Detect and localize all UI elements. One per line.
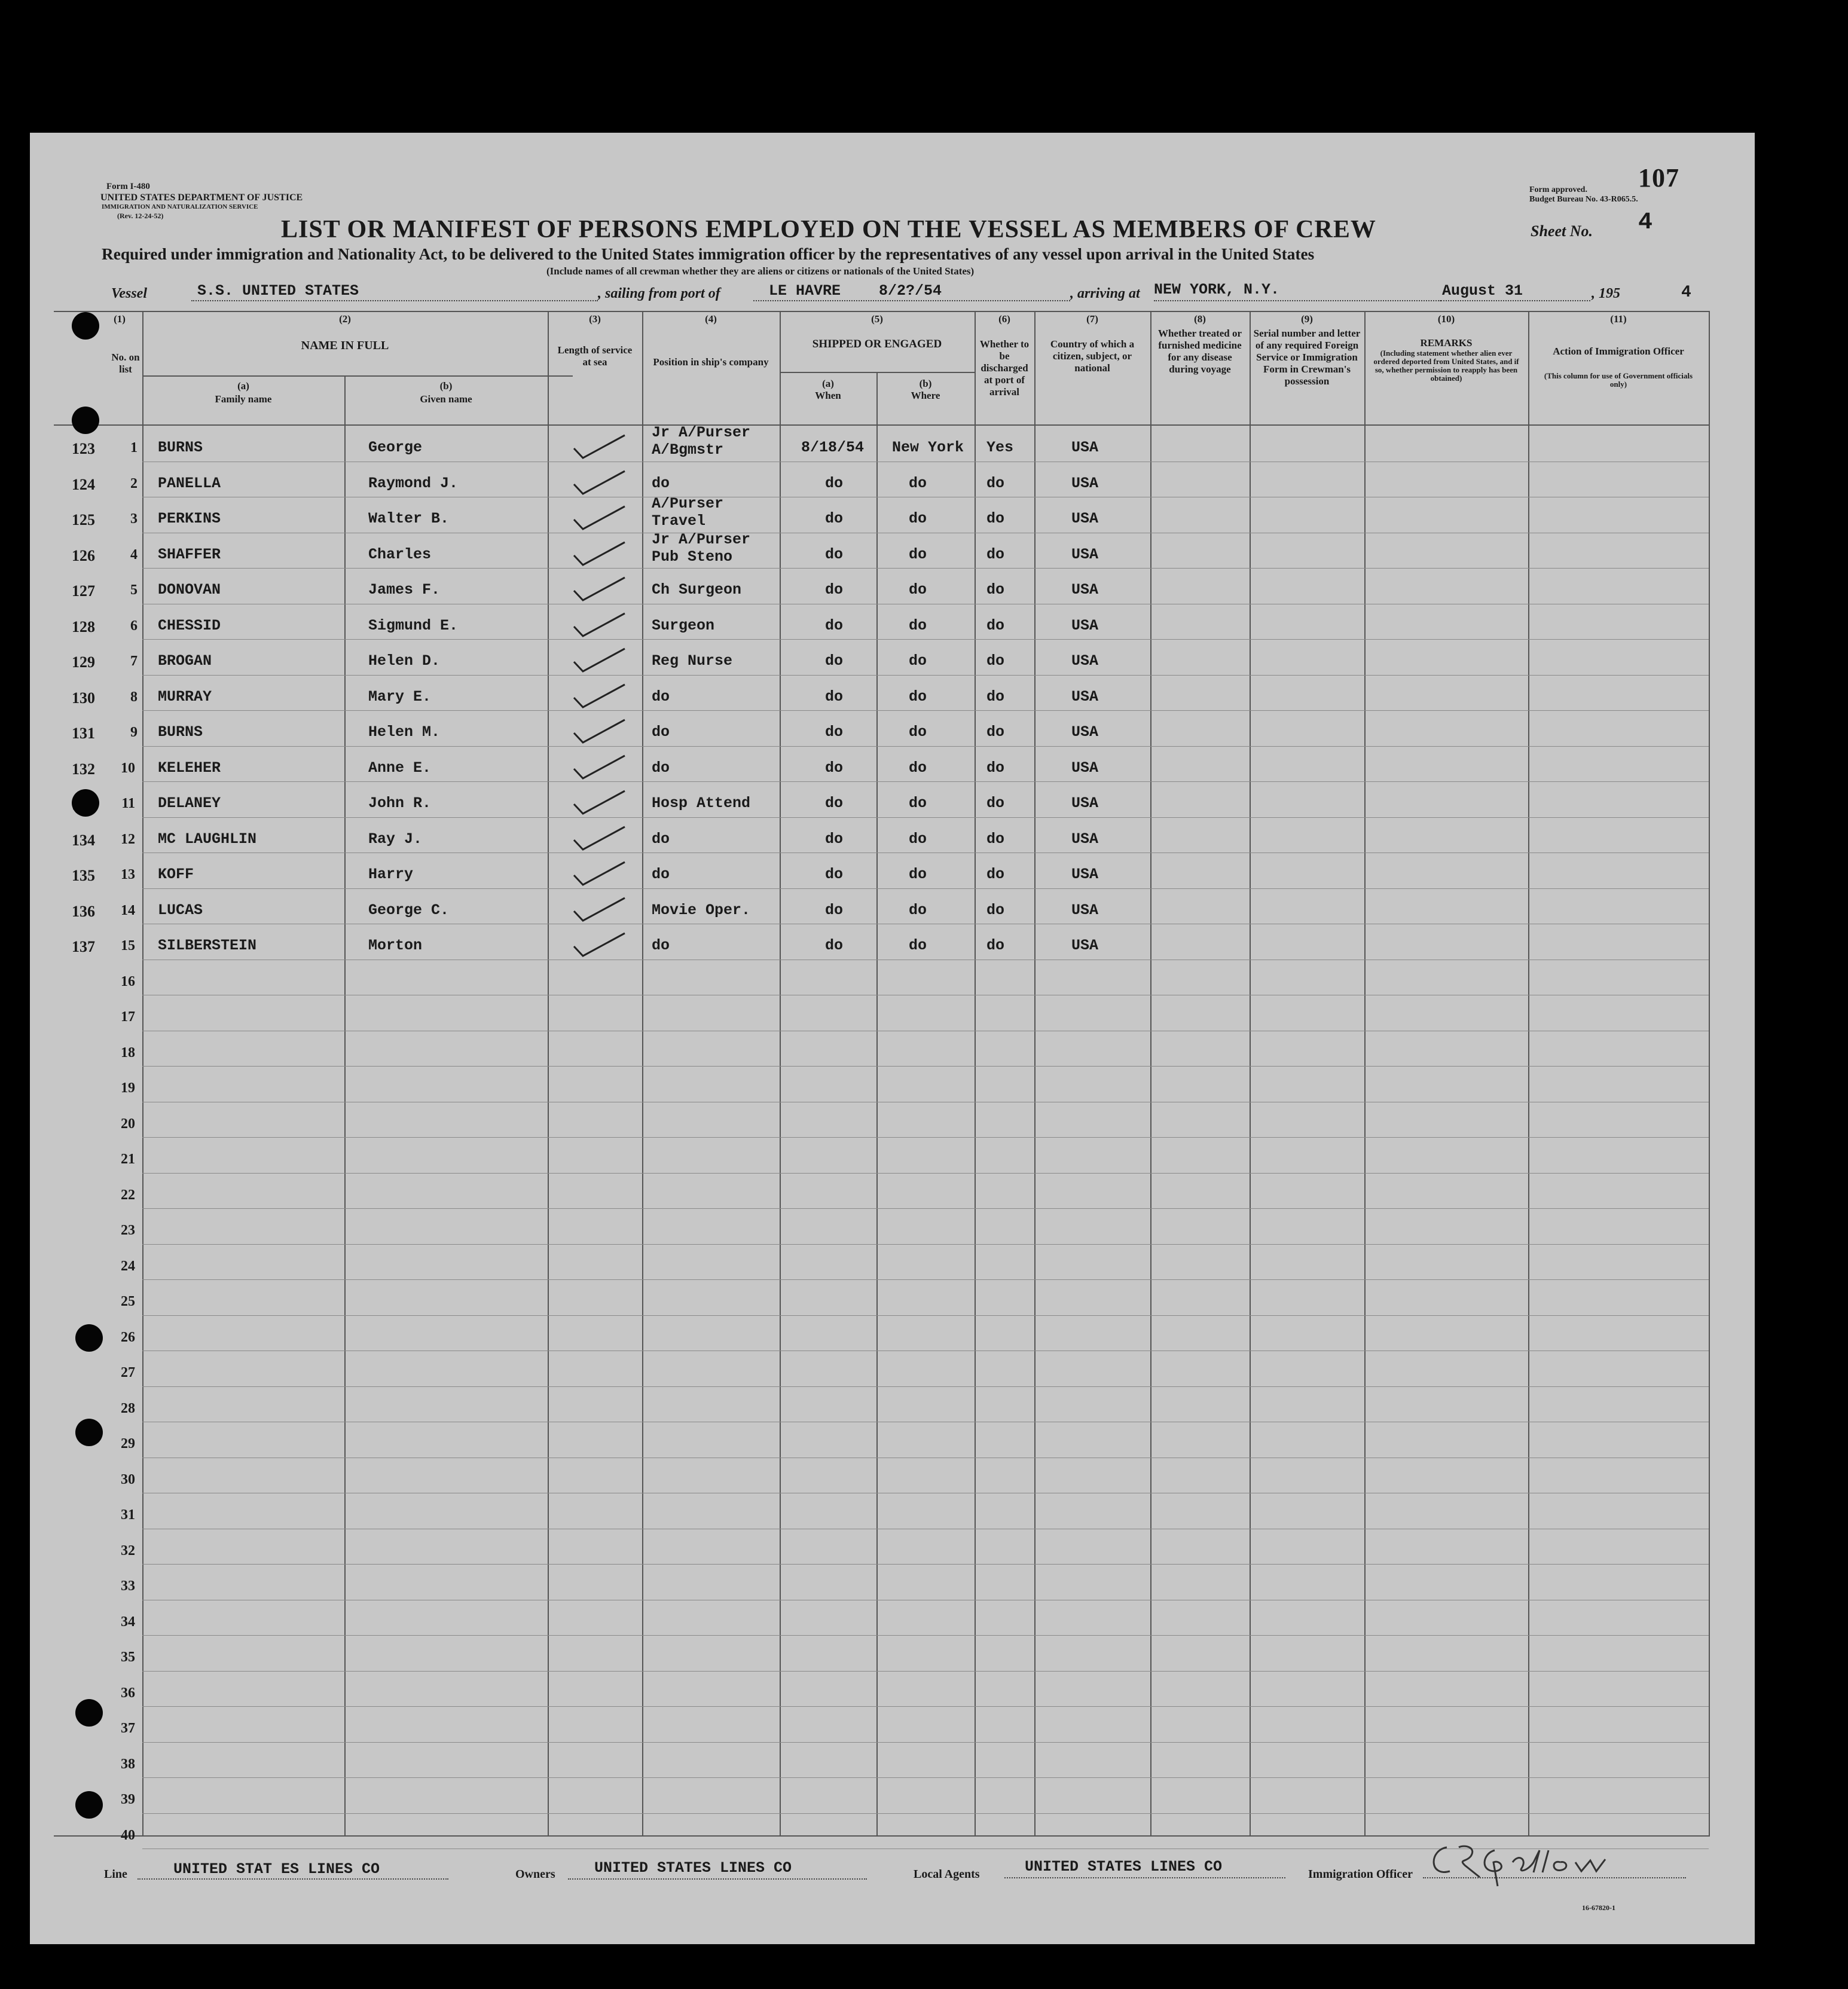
country: USA bbox=[1071, 652, 1099, 670]
row-number: 9 bbox=[130, 725, 138, 740]
col4-number: (4) bbox=[705, 313, 717, 325]
col8-number: (8) bbox=[1194, 313, 1206, 325]
row-divider bbox=[142, 1813, 1709, 1814]
position: Surgeon bbox=[652, 617, 715, 634]
header-bottom-border bbox=[54, 424, 1710, 426]
shipped-where: do bbox=[909, 937, 927, 954]
discharged: do bbox=[986, 581, 1005, 598]
row-divider bbox=[142, 1706, 1709, 1707]
row-divider bbox=[142, 817, 1709, 818]
country: USA bbox=[1071, 723, 1099, 741]
row-number: 28 bbox=[121, 1401, 135, 1416]
manifest-list-number: 125 bbox=[72, 511, 95, 528]
checkmark-icon bbox=[568, 857, 640, 890]
shipped-where: New York bbox=[892, 439, 964, 456]
discharged: do bbox=[986, 688, 1005, 705]
name-subheader-line bbox=[142, 375, 573, 377]
col10-label: REMARKS bbox=[1420, 337, 1473, 349]
country: USA bbox=[1071, 439, 1099, 456]
col2-number: (2) bbox=[339, 313, 351, 325]
row-number: 20 bbox=[121, 1116, 135, 1132]
checkmark-icon bbox=[568, 502, 640, 534]
discharged: do bbox=[986, 546, 1005, 563]
discharged: do bbox=[986, 510, 1005, 527]
position: Jr A/Purser A/Bgmstr bbox=[652, 424, 751, 459]
sailing-label: , sailing from port of bbox=[598, 286, 720, 301]
shipped-when: do bbox=[825, 937, 844, 954]
port-underline bbox=[753, 300, 1070, 301]
given-name: Raymond J. bbox=[368, 475, 459, 492]
agents-label: Local Agents bbox=[914, 1868, 980, 1881]
col4-label: Position in ship's company bbox=[653, 356, 769, 368]
given-name: George bbox=[368, 439, 423, 456]
row-number: 21 bbox=[121, 1151, 135, 1167]
shipped-where: do bbox=[909, 830, 927, 848]
row-divider bbox=[142, 1173, 1709, 1174]
position: do bbox=[652, 830, 670, 848]
service-name: IMMIGRATION AND NATURALIZATION SERVICE bbox=[102, 203, 258, 210]
row-number: 1 bbox=[130, 440, 138, 456]
col6-label: Whether to be discharged at port of arrival bbox=[979, 338, 1030, 398]
position: Movie Oper. bbox=[652, 902, 751, 919]
discharged: do bbox=[986, 830, 1005, 848]
shipped-where: do bbox=[909, 652, 927, 670]
shipped-where: do bbox=[909, 581, 927, 598]
row-divider bbox=[142, 710, 1709, 711]
row-number: 6 bbox=[130, 618, 138, 634]
row-divider bbox=[142, 639, 1709, 640]
checkmark-icon bbox=[568, 786, 640, 819]
row-divider bbox=[142, 1137, 1709, 1138]
country: USA bbox=[1071, 937, 1099, 954]
line-name: UNITED STAT ES LINES CO bbox=[173, 1860, 380, 1878]
position: A/Purser Travel bbox=[652, 495, 724, 530]
shipped-when: do bbox=[825, 866, 844, 883]
owners-name: UNITED STATES LINES CO bbox=[594, 1859, 792, 1877]
country: USA bbox=[1071, 617, 1099, 634]
arrival-port: NEW YORK, N.Y. bbox=[1154, 281, 1280, 298]
row-number: 31 bbox=[121, 1507, 135, 1523]
punch-hole bbox=[72, 789, 99, 817]
officer-label: Immigration Officer bbox=[1308, 1868, 1413, 1881]
col1-number: (1) bbox=[114, 313, 126, 325]
print-code: 16-67820-1 bbox=[1582, 1904, 1615, 1912]
arriving-label: , arriving at bbox=[1070, 286, 1140, 301]
family-name: KELEHER bbox=[158, 759, 221, 777]
shipped-when: do bbox=[825, 546, 844, 563]
manifest-list-number: 126 bbox=[72, 547, 95, 564]
position: Reg Nurse bbox=[652, 652, 733, 670]
given-name: John R. bbox=[368, 795, 432, 812]
shipped-when: do bbox=[825, 581, 844, 598]
given-name: Mary E. bbox=[368, 688, 432, 705]
given-name: James F. bbox=[368, 581, 441, 598]
budget-bureau: Budget Bureau No. 43-R065.5. bbox=[1529, 195, 1638, 204]
row-number: 19 bbox=[121, 1080, 135, 1096]
col10-note: (Including statement whether alien ever ordered deported from United States, and if so, whether permission to reapply has been obtained) bbox=[1373, 349, 1519, 383]
year-digit: 4 bbox=[1681, 283, 1691, 302]
given-name: Sigmund E. bbox=[368, 617, 459, 634]
sheet-number: 4 bbox=[1638, 209, 1653, 236]
sheet-label: Sheet No. bbox=[1531, 222, 1593, 240]
department-name: UNITED STATES DEPARTMENT OF JUSTICE bbox=[100, 193, 303, 203]
row-number: 12 bbox=[121, 832, 135, 847]
family-name: PERKINS bbox=[158, 510, 221, 527]
col5a-number: (a) bbox=[822, 378, 834, 389]
given-name: Morton bbox=[368, 937, 423, 954]
punch-hole bbox=[75, 1791, 103, 1819]
position: Hosp Attend bbox=[652, 795, 751, 812]
family-name: BURNS bbox=[158, 439, 203, 456]
checkmark-icon bbox=[568, 430, 640, 463]
row-number: 40 bbox=[121, 1828, 135, 1843]
row-number: 8 bbox=[130, 689, 138, 705]
given-name: Walter B. bbox=[368, 510, 450, 527]
checkmark-icon bbox=[568, 715, 640, 748]
family-name: PANELLA bbox=[158, 475, 221, 492]
discharged: do bbox=[986, 652, 1005, 670]
row-number: 34 bbox=[121, 1614, 135, 1630]
position: do bbox=[652, 723, 670, 741]
manifest-list-number: 132 bbox=[72, 760, 95, 778]
row-number: 30 bbox=[121, 1472, 135, 1487]
position: do bbox=[652, 866, 670, 883]
row-divider bbox=[142, 1244, 1709, 1245]
row-number: 17 bbox=[121, 1009, 135, 1025]
col7-number: (7) bbox=[1086, 313, 1098, 325]
form-approved: Form approved. bbox=[1529, 185, 1587, 194]
position: Ch Surgeon bbox=[652, 581, 742, 598]
discharged: do bbox=[986, 475, 1005, 492]
position: Jr A/Purser Pub Steno bbox=[652, 531, 751, 566]
row-number: 38 bbox=[121, 1756, 135, 1772]
col8-label: Whether treated or furnished medicine for any disease during voyage bbox=[1157, 328, 1242, 375]
shipped-where: do bbox=[909, 723, 927, 741]
col10-number: (10) bbox=[1437, 313, 1455, 325]
country: USA bbox=[1071, 759, 1099, 777]
manifest-list-number: 131 bbox=[72, 725, 95, 742]
manifest-list-number: 135 bbox=[72, 867, 95, 884]
shipped-where: do bbox=[909, 759, 927, 777]
row-number: 4 bbox=[130, 547, 138, 563]
shipped-when: do bbox=[825, 475, 844, 492]
row-number: 5 bbox=[130, 582, 138, 598]
row-number: 24 bbox=[121, 1258, 135, 1274]
given-name: Charles bbox=[368, 546, 432, 563]
row-number: 39 bbox=[121, 1792, 135, 1807]
manifest-list-number: 129 bbox=[72, 653, 95, 671]
col5a-label: When bbox=[815, 390, 841, 401]
row-number: 16 bbox=[121, 974, 135, 989]
col5-label: SHIPPED OR ENGAGED bbox=[812, 338, 942, 350]
position: do bbox=[652, 688, 670, 705]
family-name: KOFF bbox=[158, 866, 194, 883]
page-title: LIST OR MANIFEST OF PERSONS EMPLOYED ON THE VESSEL AS MEMBERS OF CREW bbox=[281, 216, 1376, 243]
col1-label: No. on list bbox=[111, 352, 140, 375]
row-number: 18 bbox=[121, 1045, 135, 1061]
shipped-when: do bbox=[825, 830, 844, 848]
discharged: do bbox=[986, 902, 1005, 919]
discharged: Yes bbox=[986, 439, 1014, 456]
row-divider bbox=[142, 675, 1709, 676]
row-number: 7 bbox=[130, 653, 138, 669]
col5b-number: (b) bbox=[919, 378, 932, 389]
shipped-where: do bbox=[909, 688, 927, 705]
row-number: 2 bbox=[130, 476, 138, 491]
row-divider bbox=[142, 888, 1709, 889]
family-name: DELANEY bbox=[158, 795, 221, 812]
shipped-when: 8/18/54 bbox=[801, 439, 865, 456]
country: USA bbox=[1071, 902, 1099, 919]
country: USA bbox=[1071, 581, 1099, 598]
row-divider bbox=[142, 1315, 1709, 1316]
row-number: 29 bbox=[121, 1436, 135, 1452]
country: USA bbox=[1071, 795, 1099, 812]
family-name: DONOVAN bbox=[158, 581, 221, 598]
given-name: Harry bbox=[368, 866, 414, 883]
col3-number: (3) bbox=[589, 313, 601, 325]
position: do bbox=[652, 937, 670, 954]
manifest-list-number: 128 bbox=[72, 618, 95, 635]
country: USA bbox=[1071, 510, 1099, 527]
row-number: 3 bbox=[130, 511, 138, 527]
checkmark-icon bbox=[568, 609, 640, 641]
family-name: SHAFFER bbox=[158, 546, 221, 563]
vessel-underline bbox=[191, 300, 598, 301]
officer-signature bbox=[1423, 1835, 1710, 1889]
row-divider bbox=[142, 1386, 1709, 1387]
checkmark-icon bbox=[568, 644, 640, 677]
shipped-where: do bbox=[909, 510, 927, 527]
shipped-where: do bbox=[909, 795, 927, 812]
row-divider bbox=[142, 1279, 1709, 1280]
row-divider bbox=[142, 568, 1709, 569]
row-number: 35 bbox=[121, 1649, 135, 1665]
family-name: MURRAY bbox=[158, 688, 212, 705]
checkmark-icon bbox=[568, 680, 640, 713]
punch-hole bbox=[72, 312, 99, 340]
checkmark-icon bbox=[568, 537, 640, 570]
row-number: 15 bbox=[121, 938, 135, 954]
family-name: LUCAS bbox=[158, 902, 203, 919]
country: USA bbox=[1071, 546, 1099, 563]
country: USA bbox=[1071, 830, 1099, 848]
shipped-when: do bbox=[825, 617, 844, 634]
discharged: do bbox=[986, 937, 1005, 954]
checkmark-icon bbox=[568, 893, 640, 926]
discharged: do bbox=[986, 759, 1005, 777]
col2b-number: (b) bbox=[439, 380, 453, 392]
manifest-list-number: 124 bbox=[72, 476, 95, 493]
shipped-when: do bbox=[825, 652, 844, 670]
shipped-when: do bbox=[825, 510, 844, 527]
year-label: , 195 bbox=[1592, 286, 1620, 301]
row-number: 22 bbox=[121, 1187, 135, 1203]
manifest-list-number: 123 bbox=[72, 440, 95, 457]
col11-number: (11) bbox=[1610, 313, 1627, 325]
punch-hole bbox=[72, 407, 99, 434]
discharged: do bbox=[986, 617, 1005, 634]
col2a-label: Family name bbox=[215, 393, 272, 405]
given-name: Ray J. bbox=[368, 830, 423, 848]
shipped-where: do bbox=[909, 866, 927, 883]
row-number: 37 bbox=[121, 1721, 135, 1736]
row-divider bbox=[142, 1066, 1709, 1067]
country: USA bbox=[1071, 866, 1099, 883]
given-name: Helen D. bbox=[368, 652, 441, 670]
line-label: Line bbox=[104, 1868, 127, 1881]
col9-number: (9) bbox=[1301, 313, 1313, 325]
shipped-when: do bbox=[825, 902, 844, 919]
family-name: CHESSID bbox=[158, 617, 221, 634]
inclusion-note: (Include names of all crewman whether they are aliens or citizens or nationals of the United States) bbox=[546, 265, 975, 277]
form-number: Form I-480 bbox=[106, 182, 150, 191]
agents-name: UNITED STATES LINES CO bbox=[1025, 1858, 1223, 1875]
col11-label: Action of Immigration Officer bbox=[1553, 346, 1684, 357]
col2a-number: (a) bbox=[237, 380, 249, 392]
given-name: Anne E. bbox=[368, 759, 432, 777]
row-number: 11 bbox=[121, 796, 135, 811]
row-divider bbox=[142, 1635, 1709, 1636]
owners-label: Owners bbox=[515, 1868, 555, 1881]
subtitle: Required under immigration and Nationality Act, to be delivered to the United States immigration officer by the representatives of any vessel upon arrival in the United States bbox=[102, 245, 1315, 263]
family-name: BURNS bbox=[158, 723, 203, 741]
shipped-where: do bbox=[909, 475, 927, 492]
col5b-label: Where bbox=[911, 390, 940, 401]
position: do bbox=[652, 759, 670, 777]
row-number: 23 bbox=[121, 1223, 135, 1238]
punch-hole bbox=[75, 1699, 103, 1727]
row-divider bbox=[142, 1564, 1709, 1565]
row-divider bbox=[142, 781, 1709, 782]
row-divider bbox=[142, 1777, 1709, 1778]
manifest-sheet bbox=[30, 133, 1755, 1944]
given-name: George C. bbox=[368, 902, 450, 919]
arrival-port-underline bbox=[1154, 300, 1441, 301]
row-number: 10 bbox=[121, 760, 135, 776]
row-divider bbox=[142, 746, 1709, 747]
shipped-where: do bbox=[909, 617, 927, 634]
discharged: do bbox=[986, 723, 1005, 741]
table-top-border bbox=[54, 311, 1710, 312]
checkmark-icon bbox=[568, 573, 640, 606]
family-name: BROGAN bbox=[158, 652, 212, 670]
col2b-label: Given name bbox=[420, 393, 472, 405]
col6-number: (6) bbox=[998, 313, 1010, 325]
row-divider bbox=[142, 1208, 1709, 1209]
vessel-label: Vessel bbox=[111, 286, 147, 301]
col11-note: (This column for use of Government officials only) bbox=[1544, 371, 1693, 389]
shipped-when: do bbox=[825, 759, 844, 777]
row-number: 25 bbox=[121, 1294, 135, 1309]
manifest-list-number: 127 bbox=[72, 582, 95, 600]
vessel-name: S.S. UNITED STATES bbox=[197, 282, 359, 300]
checkmark-icon bbox=[568, 466, 640, 499]
col9-label: Serial number and letter of any required Foreign Service or Immigration Form in Crewman's possession bbox=[1253, 328, 1361, 387]
position: do bbox=[652, 475, 670, 492]
row-number: 14 bbox=[121, 903, 135, 918]
shipped-where: do bbox=[909, 902, 927, 919]
country: USA bbox=[1071, 475, 1099, 492]
discharged: do bbox=[986, 795, 1005, 812]
arrival-date: August 31 bbox=[1442, 282, 1523, 300]
shipped-when: do bbox=[825, 795, 844, 812]
row-number: 26 bbox=[121, 1330, 135, 1345]
page-stamp: 107 bbox=[1638, 163, 1679, 193]
family-name: MC LAUGHLIN bbox=[158, 830, 257, 848]
arrival-date-underline bbox=[1441, 300, 1590, 301]
shipped-where: do bbox=[909, 546, 927, 563]
checkmark-icon bbox=[568, 751, 640, 784]
col7-label: Country of which a citizen, subject, or national bbox=[1050, 338, 1135, 374]
col5-number: (5) bbox=[871, 313, 883, 325]
manifest-list-number: 137 bbox=[72, 938, 95, 955]
checkmark-icon bbox=[568, 928, 640, 961]
punch-hole bbox=[75, 1324, 103, 1352]
checkmark-icon bbox=[568, 822, 640, 855]
row-divider bbox=[142, 1742, 1709, 1743]
row-number: 32 bbox=[121, 1543, 135, 1559]
family-name: SILBERSTEIN bbox=[158, 937, 257, 954]
row-number: 33 bbox=[121, 1578, 135, 1594]
departure-date: 8/2?/54 bbox=[879, 282, 942, 300]
row-number: 27 bbox=[121, 1365, 135, 1380]
manifest-list-number: 130 bbox=[72, 689, 95, 707]
given-name: Helen M. bbox=[368, 723, 441, 741]
discharged: do bbox=[986, 866, 1005, 883]
revision-date: (Rev. 12-24-52) bbox=[117, 212, 164, 220]
punch-hole bbox=[75, 1419, 103, 1446]
manifest-list-number: 134 bbox=[72, 832, 95, 849]
row-number: 36 bbox=[121, 1685, 135, 1701]
col3-label: Length of service at sea bbox=[557, 344, 633, 368]
manifest-list-number: 136 bbox=[72, 903, 95, 920]
col2-label: NAME IN FULL bbox=[301, 339, 389, 352]
country: USA bbox=[1071, 688, 1099, 705]
row-number: 13 bbox=[121, 867, 135, 882]
row-divider bbox=[142, 1671, 1709, 1672]
departure-port: LE HAVRE bbox=[769, 282, 841, 300]
shipped-when: do bbox=[825, 723, 844, 741]
shipped-when: do bbox=[825, 688, 844, 705]
